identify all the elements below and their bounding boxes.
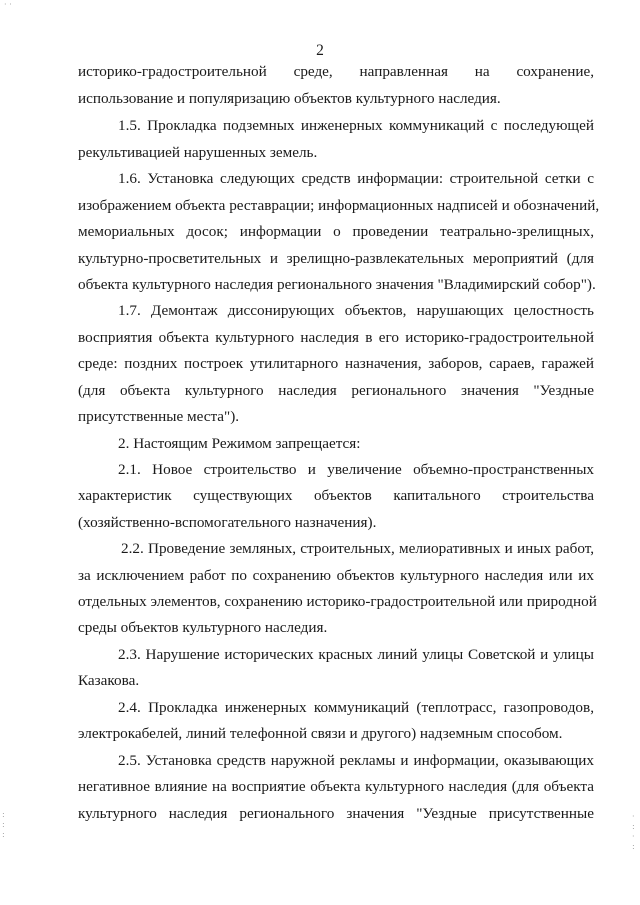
text-line: 1.5. Прокладка подземных инженерных коммуникаций с последующей — [118, 117, 594, 134]
text-line: изображением объекта реставрации; информационных надписей и обозначений, — [78, 197, 600, 214]
text-line: электрокабелей, линий телефонной связи и другого) надземным способом. — [78, 725, 563, 742]
scan-artifact-left: : : : — [2, 810, 5, 839]
scan-artifact-top-left: · · — [4, 0, 12, 9]
text-line: историко-градостроительной среде, направленная на сохранение, — [78, 63, 594, 80]
text-line: отдельных элементов, сохранению историко-градостроительной или природной — [78, 593, 597, 610]
text-line: 2.3. Нарушение исторических красных линий улицы Советской и улицы — [118, 646, 594, 663]
text-line: среде: поздних построек утилитарного назначения, заборов, сараев, гаражей — [78, 355, 594, 372]
text-line: использование и популяризацию объектов культурного наследия. — [78, 90, 501, 107]
text-line: (для объекта культурного наследия регионального значения "Уездные — [78, 382, 594, 399]
text-line: (хозяйственно-вспомогательного назначения). — [78, 514, 377, 531]
text-line: объекта культурного наследия регионального значения "Владимирский собор"). — [78, 276, 596, 293]
text-line: Казакова. — [78, 672, 140, 689]
text-line: 1.7. Демонтаж диссонирующих объектов, нарушающих целостность — [118, 302, 594, 319]
text-line: мемориальных досок; информации о проведении театрально-зрелищных, — [78, 223, 594, 240]
text-line: негативное влияние на восприятие объекта культурного наследия (для объекта — [78, 778, 594, 795]
text-line: культурного наследия регионального значения "Уездные присутственные — [78, 805, 594, 822]
text-line: культурно-просветительных и зрелищно-развлекательных мероприятий (для — [78, 250, 594, 267]
text-line: присутственные места"). — [78, 408, 240, 425]
text-line: 1.6. Установка следующих средств информации: строительной сетки с — [118, 170, 594, 187]
text-line: восприятия объекта культурного наследия в его историко-градостроительной — [78, 329, 594, 346]
text-line: 2. Настоящим Режимом запрещается: — [118, 435, 361, 452]
text-line: характеристик существующих объектов капитального строительства — [78, 487, 594, 504]
text-line: за исключением работ по сохранению объектов культурного наследия или их — [78, 567, 594, 584]
text-line: среды объектов культурного наследия. — [78, 619, 328, 636]
scan-artifact-right: · : · : — [632, 812, 635, 851]
text-line: 2.2. Проведение земляных, строительных, мелиоративных и иных работ, — [121, 540, 594, 557]
page-number: 2 — [316, 42, 324, 59]
text-line: 2.4. Прокладка инженерных коммуникаций (теплотрасс, газопроводов, — [118, 699, 594, 716]
text-line: 2.5. Установка средств наружной рекламы и информации, оказывающих — [118, 752, 594, 769]
text-line: рекультивацией нарушенных земель. — [78, 144, 318, 161]
text-line: 2.1. Новое строительство и увеличение объемно-пространственных — [118, 461, 594, 478]
